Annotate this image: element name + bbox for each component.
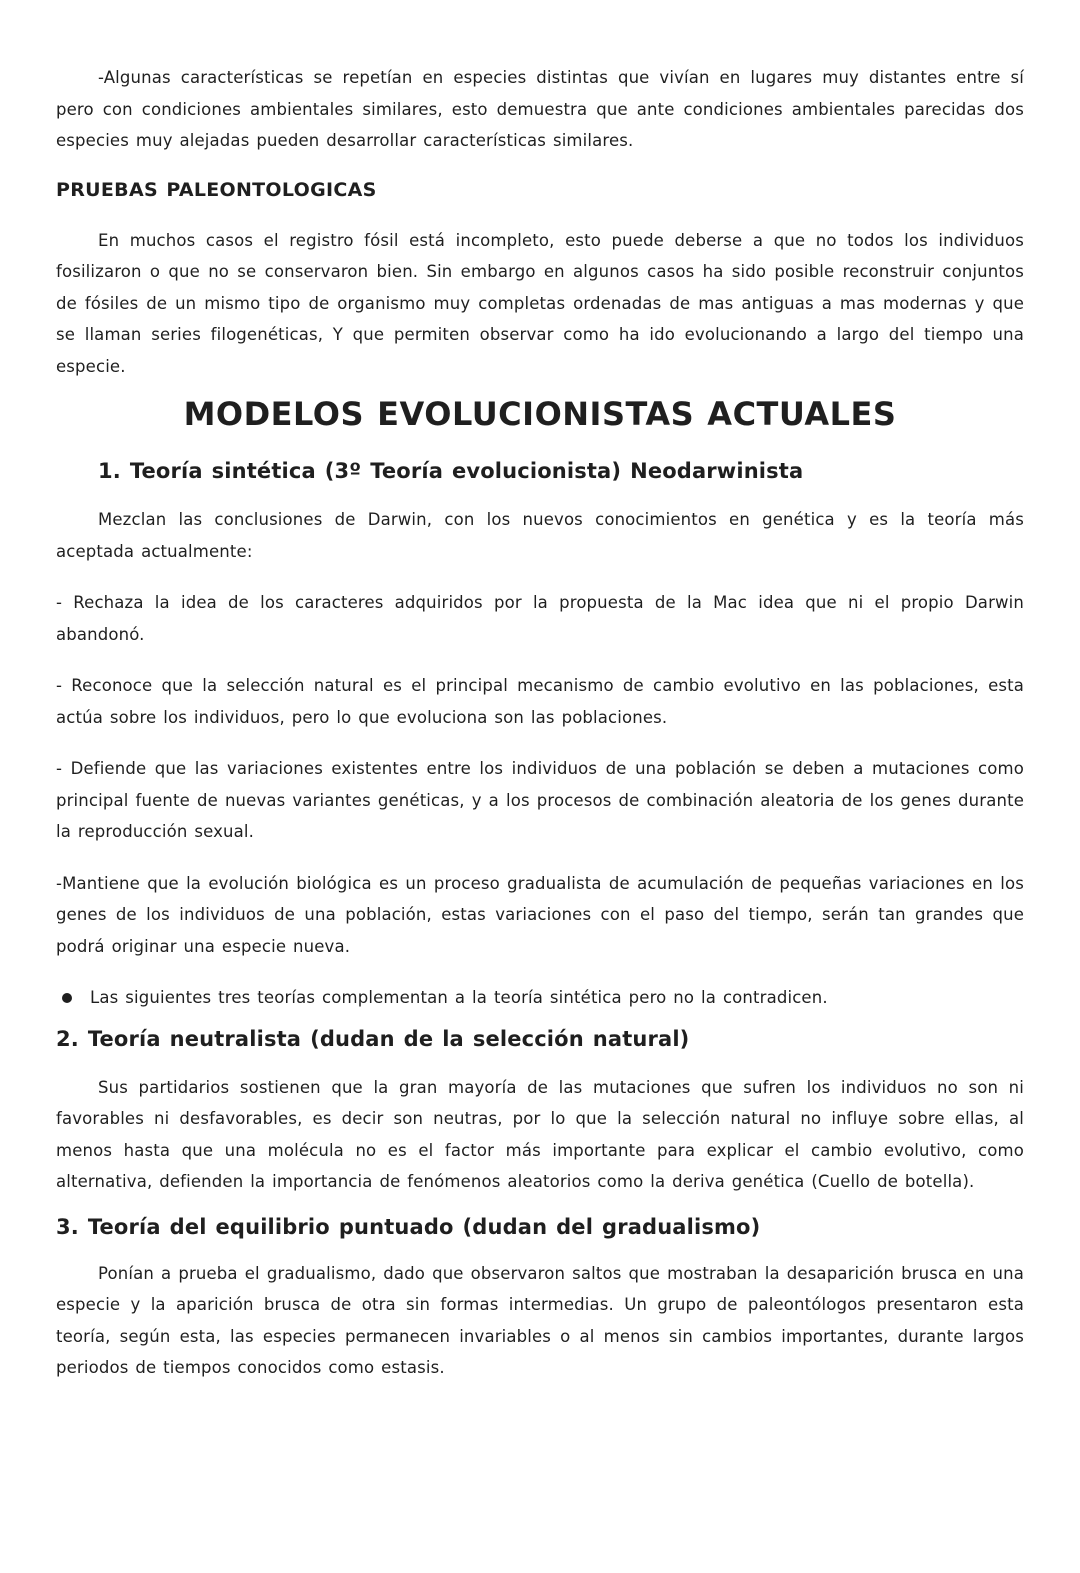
models-title: MODELOS EVOLUCIONISTAS ACTUALES [183, 395, 897, 433]
bullet-dot-icon [62, 993, 72, 1003]
intro-paragraph: -Algunas características se repetían en especies distintas que vivían en lugares muy distantes entre sí pero con condiciones ambientales similares, esto demuestra que ante condiciones ambientales parecidas dos especies muy alejadas pueden desarrollar características similares. [56, 68, 1024, 150]
sintetica-intro: Mezclan las conclusiones de Darwin, con los nuevos conocimientos en genética y es la teoría más aceptada actualmente: [56, 510, 1024, 561]
equilibrio-heading: 3. Teoría del equilibrio puntuado (dudan del gradualismo) [56, 1214, 761, 1239]
sintetica-bullet [56, 982, 1024, 1014]
document-page [56, 62, 1024, 1384]
sintetica-point-3: - Defiende que las variaciones existentes entre los individuos de una población se deben a mutaciones como principal fuente de nuevas variantes genéticas, y a los procesos de combinación aleatoria de los genes durante la reproducción sexual. [56, 759, 1024, 841]
sintetica-point-4: -Mantiene que la evolución biológica es un proceso gradualista de acumulación de pequeñas variaciones en los genes de los individuos de una población, estas variaciones con el paso del tiempo, serán tan grandes que podrá originar una especie nueva. [56, 873, 1024, 956]
paleo-paragraph: En muchos casos el registro fósil está incompleto, esto puede deberse a que no todos los individuos fosilizaron o que no se conservaron bien. Sin embargo en algunos casos ha sido posible reconstruir conjuntos de fósiles de un mismo tipo de organismo muy completas ordenadas de mas antiguas a mas modernas y que se llaman series filogenéticas, Y que permiten observar como ha ido evolucionando a largo del tiempo una especie. [56, 230, 1024, 376]
sintetica-bullet-text: Las siguientes tres teorías complementan a la teoría sintética pero no la contradicen. [90, 988, 828, 1007]
paleo-heading: PRUEBAS PALEONTOLOGICAS [56, 178, 377, 201]
sintetica-point-2: - Reconoce que la selección natural es el principal mecanismo de cambio evolutivo en las poblaciones, esta actúa sobre los individuos, pero lo que evoluciona son las poblaciones. [56, 676, 1024, 727]
sintetica-point-1: - Rechaza la idea de los caracteres adquiridos por la propuesta de la Mac idea que ni el propio Darwin abandonó. [56, 593, 1024, 644]
neutralista-paragraph: Sus partidarios sostienen que la gran mayoría de las mutaciones que sufren los individuos no son ni favorables ni desfavorables, es decir son neutras, por lo que la selección natural no influye sobre ellas, al menos hasta que una molécula no es el factor más importante para explicar el cambio evolutivo, como alternativa, defienden la importancia de fenómenos aleatorios como la deriva genética (Cuello de botella). [56, 1077, 1024, 1191]
neutralista-heading: 2. Teoría neutralista (dudan de la selección natural) [56, 1026, 690, 1051]
sintetica-heading: 1. Teoría sintética (3º Teoría evolucionista) Neodarwinista [98, 459, 804, 483]
equilibrio-paragraph: Ponían a prueba el gradualismo, dado que observaron saltos que mostraban la desaparición brusca en una especie y la aparición brusca de otra sin formas intermedias. Un grupo de paleontólogos presentaron esta teoría, según esta, las especies permanecen invariables o al menos sin cambios importantes, durante largos periodos de tiempos conocidos como estasis. [56, 1263, 1024, 1377]
